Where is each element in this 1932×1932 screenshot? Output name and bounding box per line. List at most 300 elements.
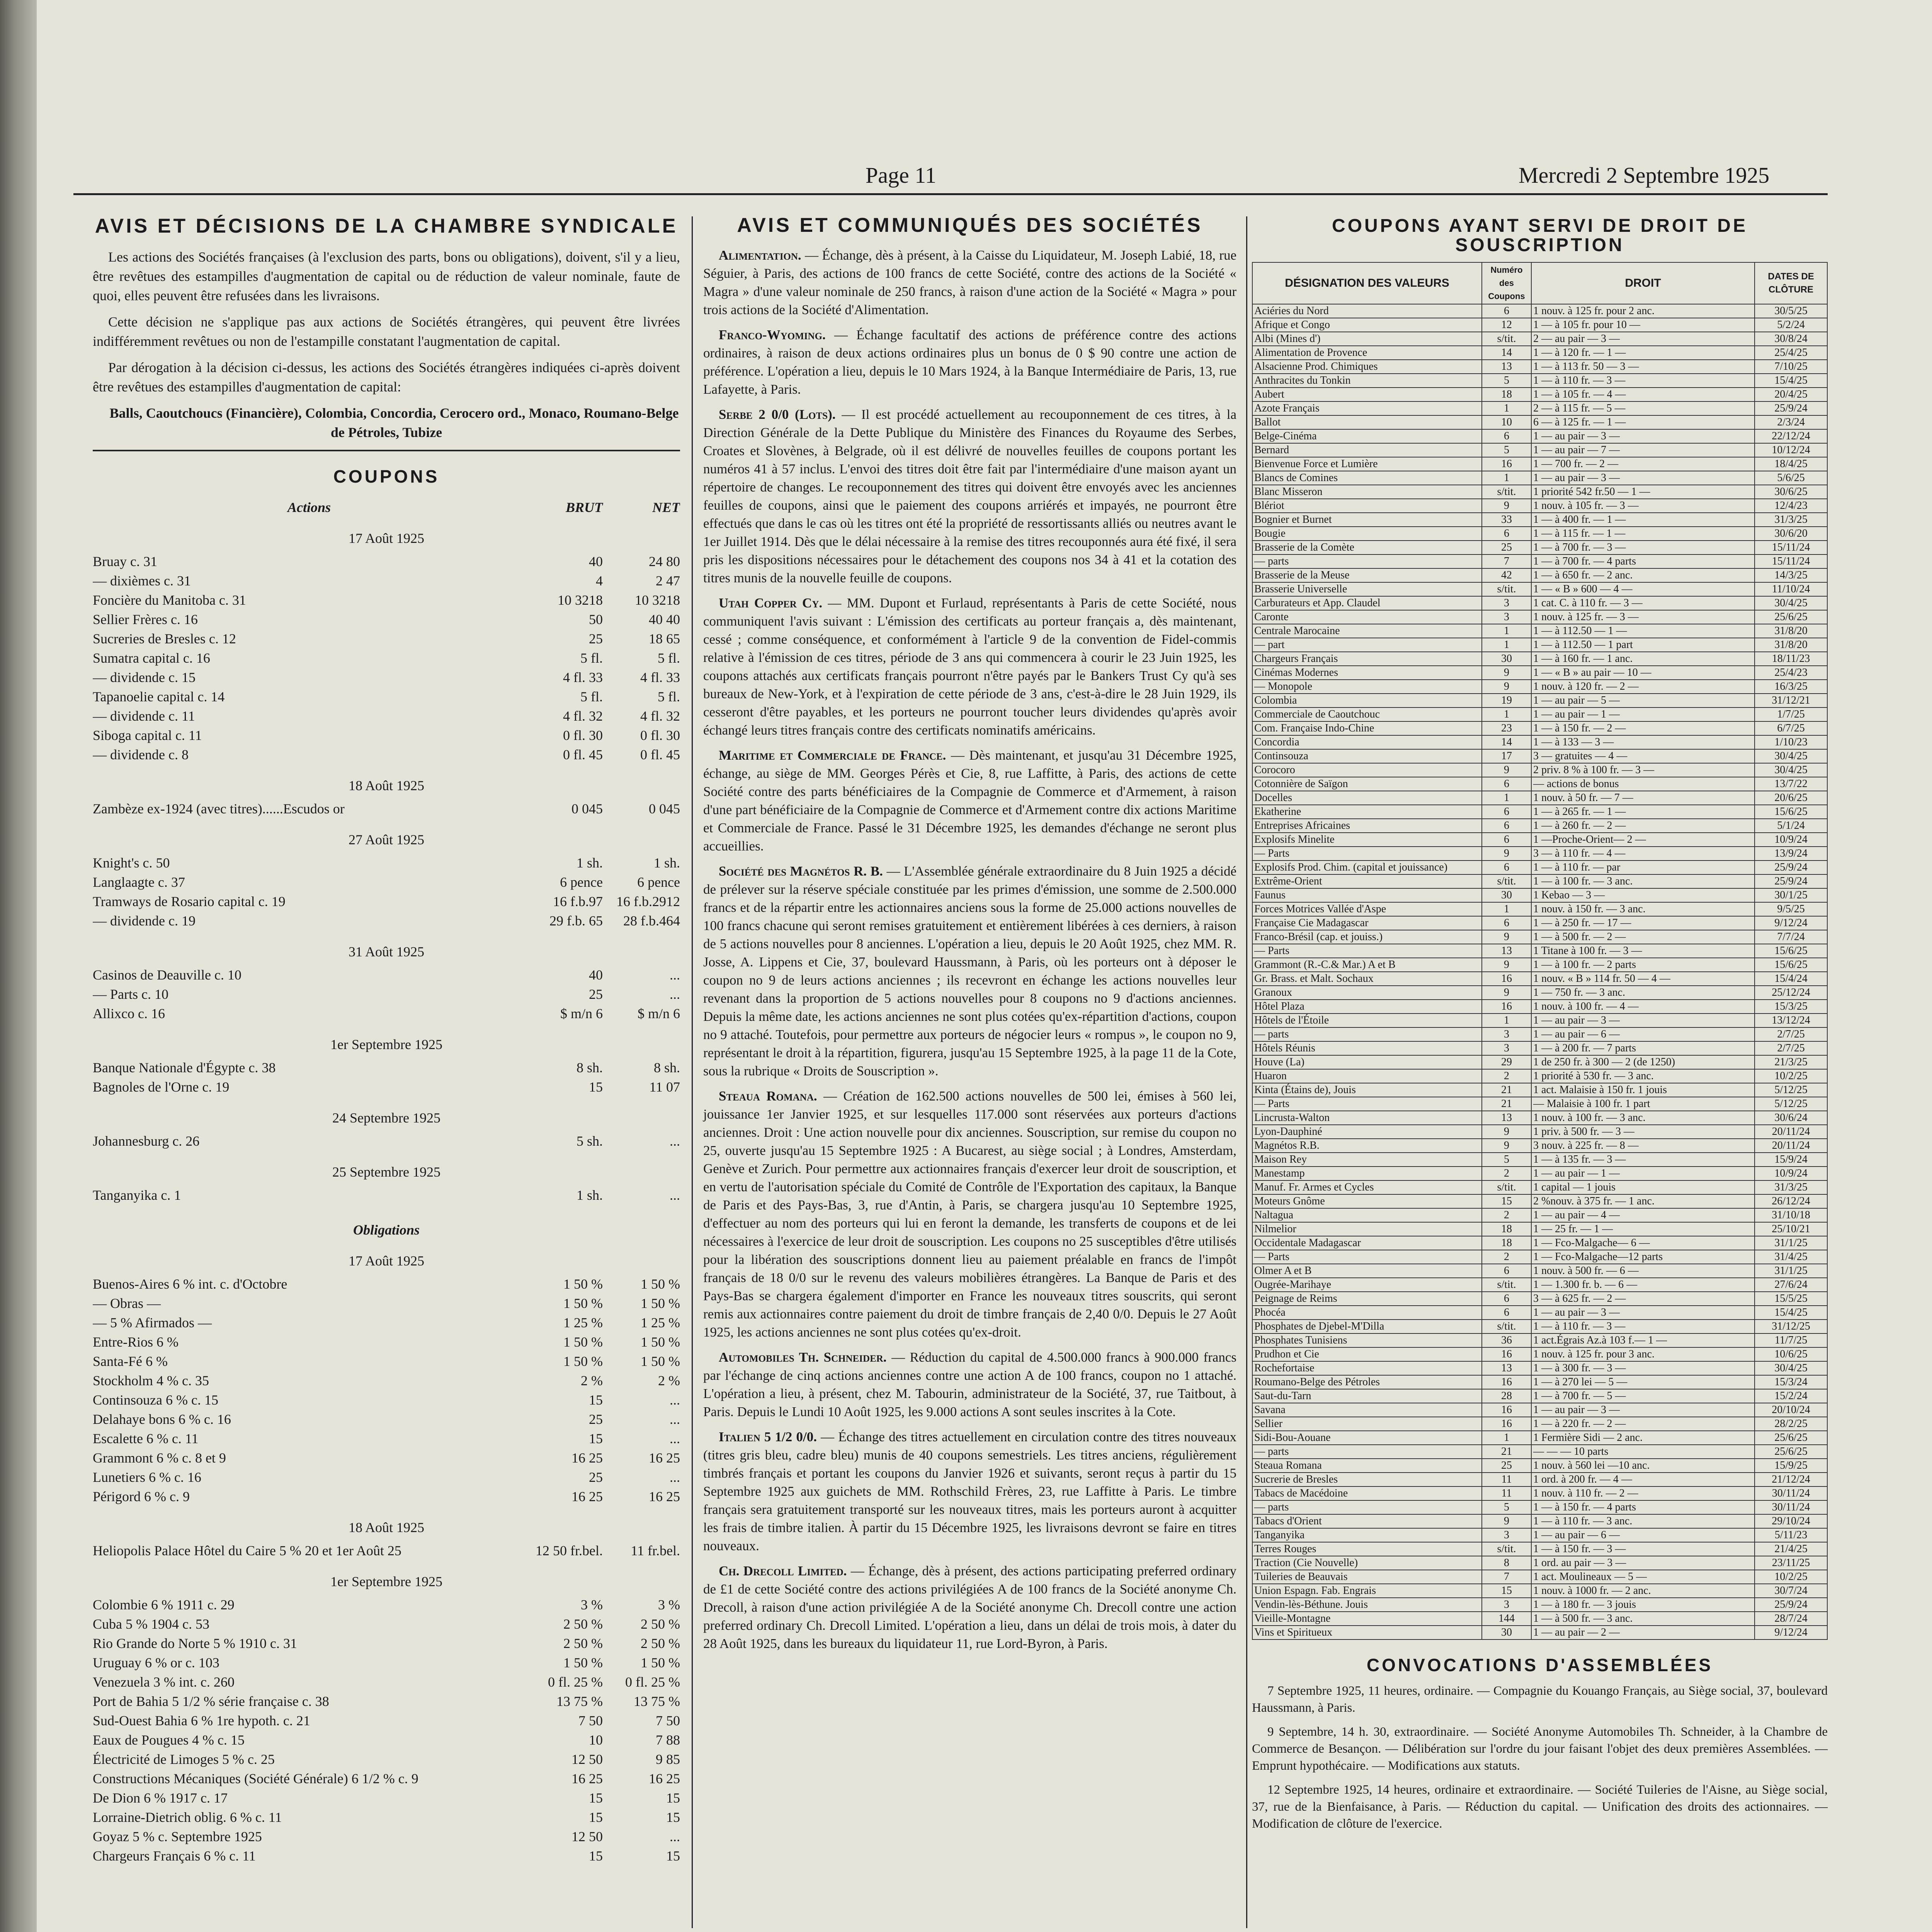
cell-numero: 21: [1482, 1083, 1531, 1097]
cell-droit: 1 — au pair — 1 —: [1531, 707, 1755, 721]
coupon-name: Delahaye bons 6 % c. 16: [93, 1412, 231, 1427]
cell-droit: 3 — à 625 fr. — 2 —: [1531, 1292, 1755, 1306]
table-row: [1252, 749, 1827, 763]
cell-date: 31/1/25: [1755, 1236, 1827, 1250]
table-row: [1252, 1194, 1827, 1208]
table-row: [1252, 1431, 1827, 1445]
coupon-net: 0 fl. 30: [640, 728, 680, 743]
cell-date: 31/8/20: [1755, 638, 1827, 652]
cell-name: Prudhon et Cie: [1252, 1347, 1482, 1361]
cell-numero: 19: [1482, 694, 1531, 707]
coupon-row: [93, 1390, 680, 1410]
coupon-name: Knight's c. 50: [93, 855, 170, 871]
cell-name: Kinta (Étains de), Jouis: [1252, 1083, 1482, 1097]
table-row: [1252, 429, 1827, 443]
cell-name: Tabacs de Macédoine: [1252, 1486, 1482, 1500]
cell-name: Tabacs d'Orient: [1252, 1514, 1482, 1528]
coupon-net: 15: [666, 1790, 680, 1806]
coupon-name: — dividende c. 19: [93, 913, 196, 929]
cell-droit: 1 nouv. à 105 fr. — 3 —: [1531, 499, 1755, 513]
coupon-date: 1er Septembre 1925: [330, 1574, 442, 1589]
cell-numero: 1: [1482, 401, 1531, 415]
coupon-brut: 15: [589, 1431, 603, 1446]
coupon-brut: 16 25: [571, 1771, 603, 1786]
cell-droit: 1 — à 110 fr. — par: [1531, 861, 1755, 874]
communique-paragraph: [703, 594, 1236, 739]
cell-name: Cinémas Modernes: [1252, 666, 1482, 680]
cell-date: 23/11/25: [1755, 1556, 1827, 1570]
coupon-brut: 15: [589, 1790, 603, 1806]
cell-numero: 9: [1482, 680, 1531, 694]
cell-date: 10/9/24: [1755, 1167, 1827, 1180]
page-date: Mercredi 2 Septembre 1925: [1519, 163, 1770, 188]
table-row: [1252, 1222, 1827, 1236]
coupon-brut: 16 25: [571, 1450, 603, 1466]
table-row: [1252, 1139, 1827, 1153]
cell-droit: — — — 10 parts: [1531, 1445, 1755, 1459]
cell-droit: 1 — à 150 fr. — 3 —: [1531, 1542, 1755, 1556]
coupon-row: [93, 552, 680, 571]
cell-name: Phocéa: [1252, 1306, 1482, 1320]
convocations-title: CONVOCATIONS D'ASSEMBLÉES: [1366, 1655, 1713, 1675]
coupon-brut: 12 50: [571, 1829, 603, 1844]
coupon-brut: 6 pence: [560, 874, 603, 890]
table-row: [1252, 1250, 1827, 1264]
coupon-brut: 4 fl. 32: [563, 708, 603, 724]
coupon-name: Tapanoelie capital c. 14: [93, 689, 225, 704]
cell-date: 30/4/25: [1755, 1361, 1827, 1375]
coupon-row: [93, 1429, 680, 1448]
cell-numero: 8: [1482, 1556, 1531, 1570]
coupon-brut: 16 25: [571, 1489, 603, 1504]
cell-numero: s/tit.: [1482, 1278, 1531, 1292]
cell-date: 2/3/24: [1755, 415, 1827, 429]
cell-name: Franco-Brésil (cap. et jouiss.): [1252, 930, 1482, 944]
coupon-brut: 1 50 %: [563, 1296, 603, 1311]
coupon-net: 2 50 %: [641, 1616, 680, 1632]
cell-date: 10/2/25: [1755, 1069, 1827, 1083]
cell-droit: 1 nouv. à 125 fr. — 3 —: [1531, 610, 1755, 624]
table-row: [1252, 763, 1827, 777]
coupon-row: [93, 1788, 680, 1808]
coupon-brut: 1 50 %: [563, 1334, 603, 1350]
cell-numero: 33: [1482, 513, 1531, 527]
coupon-net: 16 25: [649, 1450, 680, 1466]
cell-date: 15/4/24: [1755, 972, 1827, 986]
cell-droit: 1 nouv. à 500 fr. — 6 —: [1531, 1264, 1755, 1278]
coupon-name: Uruguay 6 % or c. 103: [93, 1655, 219, 1670]
coupon-brut: 4 fl. 33: [563, 670, 603, 685]
cell-numero: 6: [1482, 777, 1531, 791]
cell-numero: 6: [1482, 527, 1531, 541]
avis-company-list: Balls, Caoutchoucs (Financière), Colombia, Concordia, Cerocero ord., Monaco, Roumano-Belge de Pétroles, Tubize: [109, 405, 679, 440]
table-row: [1252, 1083, 1827, 1097]
coupon-date: 18 Août 1925: [348, 778, 424, 793]
coupon-net: 15: [666, 1848, 680, 1864]
coupon-net: 3 %: [658, 1597, 680, 1612]
coupon-net: 40 40: [649, 612, 680, 627]
column-rule: [692, 216, 693, 1928]
cell-droit: — Malaisie à 100 fr. 1 part: [1531, 1097, 1755, 1111]
cell-name: — Parts: [1252, 1250, 1482, 1264]
communique-text: — Dès maintenant, et jusqu'au 31 Décembre 1925, échange, au siège de MM. Georges Pérès et Cie, 8, rue Laffitte, à Paris, des actions de cette Société contre des parts bénéficiaires de la Compagnie de Commerce et d'Armement, à raison d'une part bénéficiaire de la Compagnie de Commerce et d'Armement contre dix actions Maritime et Commerciale de France. Passé le 31 Décembre 1925, les demandes d'échange ne seront plus accueillies.: [703, 748, 1237, 854]
table-row: [1252, 415, 1827, 429]
coupon-row: [93, 1468, 680, 1487]
coupon-net: 16 f.b.2912: [616, 894, 680, 909]
cell-name: Phosphates de Djebel-M'Dilla: [1252, 1320, 1482, 1333]
cell-droit: 1 nouv. à 1000 fr. — 2 anc.: [1531, 1584, 1755, 1598]
cell-numero: 6: [1482, 819, 1531, 833]
coupon-row: [93, 726, 680, 745]
coupon-brut: 0 fl. 30: [563, 728, 603, 743]
cell-name: Aubert: [1252, 388, 1482, 401]
cell-name: Faunus: [1252, 888, 1482, 902]
coupon-net: 4 fl. 33: [640, 670, 680, 685]
cell-date: 31/3/25: [1755, 1180, 1827, 1194]
cell-droit: 1 — à 113 fr. 50 — 3 —: [1531, 360, 1755, 374]
coupon-name: Allixco c. 16: [93, 1006, 165, 1021]
table-row: [1252, 652, 1827, 666]
cell-date: 21/3/25: [1755, 1055, 1827, 1069]
table-row: [1252, 958, 1827, 972]
table-row: [1252, 1306, 1827, 1320]
coupon-net: ...: [670, 1431, 680, 1446]
communique-paragraph: [703, 1348, 1236, 1421]
cell-date: 15/4/25: [1755, 374, 1827, 388]
coupon-brut: 15: [589, 1848, 603, 1864]
cell-name: Savana: [1252, 1403, 1482, 1417]
cell-numero: 5: [1482, 443, 1531, 457]
coupon-name: Continsouza 6 % c. 15: [93, 1392, 218, 1408]
coupon-row: [93, 1352, 680, 1371]
table-row: [1252, 1570, 1827, 1584]
coupon-date: 17 Août 1925: [348, 1253, 424, 1269]
cell-date: 25/4/23: [1755, 666, 1827, 680]
th-designation: DÉSIGNATION DES VALEURS: [1252, 262, 1482, 304]
coupon-net: 2 %: [658, 1373, 680, 1388]
coupon-name: Sud-Ouest Bahia 6 % 1re hypoth. c. 21: [93, 1713, 310, 1728]
cell-droit: 1 — à 250 fr. — 17 —: [1531, 916, 1755, 930]
cell-name: Continsouza: [1252, 749, 1482, 763]
cell-date: 30/1/25: [1755, 888, 1827, 902]
cell-date: 16/3/25: [1755, 680, 1827, 694]
cell-name: Explosifs Minelite: [1252, 833, 1482, 847]
cell-name: Sucrerie de Bresles: [1252, 1473, 1482, 1486]
coupon-net: 7 50: [656, 1713, 680, 1728]
coupon-name: Venezuela 3 % int. c. 260: [93, 1674, 235, 1690]
cell-droit: 1 ord. au pair — 3 —: [1531, 1556, 1755, 1570]
cell-name: Gr. Brass. et Malt. Sochaux: [1252, 972, 1482, 986]
coupon-brut: 15: [589, 1079, 603, 1095]
cell-date: 25/9/24: [1755, 861, 1827, 874]
coupon-row: [93, 706, 680, 726]
table-row: [1252, 1612, 1827, 1626]
cell-name: Bernard: [1252, 443, 1482, 457]
coupon-row: [93, 1672, 680, 1692]
coupon-row: [93, 1711, 680, 1730]
cell-numero: s/tit.: [1482, 874, 1531, 888]
coupon-row: [93, 1808, 680, 1827]
coupon-name: Eaux de Pougues 4 % c. 15: [93, 1732, 245, 1748]
cell-droit: — actions de bonus: [1531, 777, 1755, 791]
cell-droit: 1 — au pair — 6 —: [1531, 1528, 1755, 1542]
cell-date: 31/10/18: [1755, 1208, 1827, 1222]
table-row: [1252, 1027, 1827, 1041]
coupon-net: 18 65: [649, 631, 680, 646]
cell-name: — Parts: [1252, 847, 1482, 861]
cell-droit: 3 nouv. à 225 fr. — 8 —: [1531, 1139, 1755, 1153]
cell-droit: 1 — au pair — 3 —: [1531, 471, 1755, 485]
coupon-brut: 29 f.b. 65: [549, 913, 603, 929]
coupon-row: [93, 1750, 680, 1769]
cell-name: Lyon-Dauphiné: [1252, 1125, 1482, 1139]
cell-date: 11/7/25: [1755, 1333, 1827, 1347]
table-row: [1252, 346, 1827, 360]
coupon-brut: 0 fl. 45: [563, 747, 603, 762]
cell-numero: 13: [1482, 944, 1531, 958]
cell-numero: 9: [1482, 986, 1531, 1000]
table-row: [1252, 707, 1827, 721]
coupon-net: 16 25: [649, 1489, 680, 1504]
cell-droit: 1 — à 150 fr. — 4 parts: [1531, 1500, 1755, 1514]
communique-company: Serbe 2 0/0 (Lots).: [719, 407, 836, 422]
table-row: [1252, 1361, 1827, 1375]
cell-droit: 1 priv. à 500 fr. — 3 —: [1531, 1125, 1755, 1139]
table-row: [1252, 666, 1827, 680]
cell-date: 28/2/25: [1755, 1417, 1827, 1431]
cell-name: Hôtels de l'Étoile: [1252, 1014, 1482, 1027]
cell-date: 2/7/25: [1755, 1027, 1827, 1041]
cell-name: Française Cie Madagascar: [1252, 916, 1482, 930]
coupon-brut: 4: [596, 573, 603, 588]
cell-numero: 36: [1482, 1333, 1531, 1347]
table-row: [1252, 1417, 1827, 1431]
coupon-brut: 25: [589, 986, 603, 1002]
cell-droit: 1 — au pair — 1 —: [1531, 1167, 1755, 1180]
cell-date: 13/9/24: [1755, 847, 1827, 861]
table-row: [1252, 944, 1827, 958]
cell-date: 30/8/24: [1755, 332, 1827, 346]
table-row: [1252, 735, 1827, 749]
cell-date: 25/9/24: [1755, 874, 1827, 888]
table-row: [1252, 1292, 1827, 1306]
cell-numero: 2: [1482, 1208, 1531, 1222]
cell-numero: 9: [1482, 499, 1531, 513]
cell-date: 7/7/24: [1755, 930, 1827, 944]
coupon-brut: 10 3218: [558, 592, 603, 608]
communique-paragraph: [703, 246, 1236, 319]
cell-droit: 1 cat. C. à 110 fr. — 3 —: [1531, 596, 1755, 610]
cell-numero: 1: [1482, 1014, 1531, 1027]
coupon-row: [93, 1004, 680, 1023]
cell-droit: 1 capital — 1 jouis: [1531, 1180, 1755, 1194]
cell-name: Vins et Spiritueux: [1252, 1626, 1482, 1639]
actions-heading: Actions: [287, 500, 331, 515]
cell-numero: 16: [1482, 457, 1531, 471]
cell-name: Centrale Marocaine: [1252, 624, 1482, 638]
cell-name: Grammont (R.-C.& Mar.) A et B: [1252, 958, 1482, 972]
cell-numero: 7: [1482, 1570, 1531, 1584]
cell-name: — parts: [1252, 554, 1482, 568]
cell-name: Steaua Romana: [1252, 1459, 1482, 1473]
coupons-droit-title: COUPONS AYANT SERVI DE DROIT DE SOUSCRIPTION: [1332, 216, 1748, 255]
table-row: [1252, 1486, 1827, 1500]
cell-numero: 21: [1482, 1097, 1531, 1111]
cell-name: Brasserie Universelle: [1252, 582, 1482, 596]
coupon-name: Cuba 5 % 1904 c. 53: [93, 1616, 209, 1632]
cell-numero: 1: [1482, 902, 1531, 916]
cell-numero: 11: [1482, 1486, 1531, 1500]
coupon-brut: 40: [589, 967, 603, 983]
table-row: [1252, 680, 1827, 694]
coupon-net: $ m/n 6: [637, 1006, 680, 1021]
cell-numero: 17: [1482, 749, 1531, 763]
table-row: [1252, 596, 1827, 610]
cell-date: 30/6/25: [1755, 485, 1827, 499]
cell-date: 20/11/24: [1755, 1125, 1827, 1139]
cell-name: Moteurs Gnôme: [1252, 1194, 1482, 1208]
table-row: [1252, 1598, 1827, 1612]
communique-text: — L'Assemblée générale extraordinaire du 8 Juin 1925 a décidé de prélever sur la réserve spéciale constituée par les primes d'émission, une somme de 2.500.000 francs et de la répartir entre les actionnaires anciens sous la forme de 25.000 actions nouvelles de 100 francs chacune qui seront remises gratuitement et entièrement libérées à ces derniers, à raison de 5 actions nouvelles pour 8 anciennes. L'opération a lieu, depuis le 20 Août 1925, chez MM. R. Josse, A. Lippens et Cie, 37, boulevard Haussmann, à Paris, où les porteurs ont à déposer le coupon no 9 de leurs actions anciennes ; ils recevront en échange les actions nouvelles leur revenant dans la proportion de 5 actions nouvelles pour 8 coupons no 9 d'actions anciennes. Depuis la même date, les actions anciennes ne sont plus cotées qu'ex-répartition d'actions, coupon no 9 attaché. Toutefois, pour permettre aux porteurs de négocier leurs « rompus », le coupon no 9, représentant le droit à la répartition, figurera, jusqu'au 15 Septembre 1925, à la page 11 de la Cote, sous la rubrique « Droits de Souscription ».: [703, 864, 1236, 1078]
cell-date: 12/4/23: [1755, 499, 1827, 513]
cell-name: Chargeurs Français: [1252, 652, 1482, 666]
cell-name: Alsacienne Prod. Chimiques: [1252, 360, 1482, 374]
communique-paragraph: [703, 405, 1236, 587]
cell-date: 1/10/23: [1755, 735, 1827, 749]
coupon-net: 1 sh.: [653, 855, 680, 871]
coupon-name: Buenos-Aires 6 % int. c. d'Octobre: [93, 1276, 287, 1292]
cell-name: Concordia: [1252, 735, 1482, 749]
coupon-date: 27 Août 1925: [348, 832, 424, 847]
cell-droit: 1 — à 500 fr. — 2 —: [1531, 930, 1755, 944]
cell-numero: 16: [1482, 1403, 1531, 1417]
coupon-name: — 5 % Afirmados —: [93, 1315, 212, 1330]
cell-date: 11/10/24: [1755, 582, 1827, 596]
cell-numero: 9: [1482, 763, 1531, 777]
cell-numero: 14: [1482, 346, 1531, 360]
cell-numero: 3: [1482, 1027, 1531, 1041]
cell-numero: s/tit.: [1482, 485, 1531, 499]
coupon-net: 11 fr.bel.: [631, 1543, 680, 1558]
cell-droit: 1 nouv. à 125 fr. pour 2 anc.: [1531, 304, 1755, 318]
cell-droit: 1 nouv. à 150 fr. — 3 anc.: [1531, 902, 1755, 916]
table-row: [1252, 819, 1827, 833]
coupon-brut: 13 75 %: [556, 1694, 603, 1709]
cell-date: 25/6/25: [1755, 1445, 1827, 1459]
cell-name: Caronte: [1252, 610, 1482, 624]
page-binding: [0, 0, 37, 1932]
coupon-row: [93, 1274, 680, 1294]
cell-name: Union Espagn. Fab. Engrais: [1252, 1584, 1482, 1598]
table-row: [1252, 1333, 1827, 1347]
cell-name: Manestamp: [1252, 1167, 1482, 1180]
table-row: [1252, 1014, 1827, 1027]
cell-date: 18/11/23: [1755, 652, 1827, 666]
convocation-paragraph: 12 Septembre 1925, 14 heures, ordinaire et extraordinaire. — Société Tuileries de l'Aisne, au Siège social, 37, rue de la Bienfaisance, à Paris. — Réduction du capital. — Unification des droits des actionnaires. — Modification de clôture de l'exercice.: [1252, 1783, 1828, 1831]
coupon-brut: 5 sh.: [576, 1133, 603, 1149]
cell-numero: 3: [1482, 1041, 1531, 1055]
cell-numero: 6: [1482, 861, 1531, 874]
cell-date: 1/7/25: [1755, 707, 1827, 721]
cell-droit: 1 — à 110 fr. — 3 anc.: [1531, 1514, 1755, 1528]
communique-paragraph: [703, 1562, 1236, 1653]
table-row: [1252, 304, 1827, 318]
coupon-row: [93, 1332, 680, 1352]
cell-numero: 9: [1482, 847, 1531, 861]
cell-numero: 5: [1482, 1153, 1531, 1167]
cell-droit: 1 act. Malaisie à 150 fr. 1 jouis: [1531, 1083, 1755, 1097]
cell-droit: 1 — à 300 fr. — 3 —: [1531, 1361, 1755, 1375]
cell-droit: 1 nouv. à 120 fr. — 2 —: [1531, 680, 1755, 694]
coupon-name: Entre-Rios 6 %: [93, 1334, 179, 1350]
coupon-row: [93, 745, 680, 764]
coupon-row: [93, 872, 680, 892]
cell-name: Sidi-Bou-Aouane: [1252, 1431, 1482, 1445]
coupon-brut: 1 50 %: [563, 1655, 603, 1670]
cell-droit: 1 nouv. à 100 fr. — 3 anc.: [1531, 1111, 1755, 1125]
coupon-row: [93, 965, 680, 985]
cell-droit: 1 Titane à 100 fr. — 3 —: [1531, 944, 1755, 958]
cell-date: 26/12/24: [1755, 1194, 1827, 1208]
table-row: [1252, 1041, 1827, 1055]
coupon-name: Banque Nationale d'Égypte c. 38: [93, 1060, 276, 1075]
coupon-net: 1 50 %: [641, 1334, 680, 1350]
coupon-name: Sellier Frères c. 16: [93, 612, 198, 627]
cell-numero: 6: [1482, 1306, 1531, 1320]
cell-date: 30/4/25: [1755, 596, 1827, 610]
coupon-net: 13 75 %: [634, 1694, 680, 1709]
coupon-name: Sumatra capital c. 16: [93, 650, 210, 666]
communique-text: — MM. Dupont et Furlaud, représentants à Paris de cette Société, nous communiquent l'avis suivant : L'émission des certificats au porteur français a, dès maintenant, cessé ; comme conséquence, et conformément à l'article 9 de la convention de Fidel-commis relative à l'émission de ces titres, période de 3 ans qui commencera à courir le 23 Juin 1925, les coupons attachés aux certificats français pourront n'être payés par le Bankers Trust Cy qu'à ses bureaux de New-York, et à l'expiration de cette période de 3 ans, c'est-à-dire le 28 Juin 1929, ils cesseront d'être payables, et les porteurs ne pourront toucher leurs dividendes qu'après avoir échangé leurs titres français contre des certificats nominatifs américains.: [703, 595, 1237, 738]
cell-numero: 29: [1482, 1055, 1531, 1069]
cell-droit: 1 — 25 fr. — 1 —: [1531, 1222, 1755, 1236]
cell-date: 30/11/24: [1755, 1486, 1827, 1500]
cell-name: Com. Française Indo-Chine: [1252, 721, 1482, 735]
cell-droit: 1 — à 150 fr. — 2 —: [1531, 721, 1755, 735]
communique-paragraph: [703, 326, 1236, 398]
coupon-brut: 25: [589, 1469, 603, 1485]
coupon-name: Heliopolis Palace Hôtel du Caire 5 % 20 et 1er Août 25: [93, 1543, 401, 1558]
cell-droit: 3 — à 110 fr. — 4 —: [1531, 847, 1755, 861]
cell-name: Bognier et Burnet: [1252, 513, 1482, 527]
cell-droit: 1 — au pair — 3 —: [1531, 1014, 1755, 1027]
cell-droit: 1 — à 700 fr. — 5 —: [1531, 1389, 1755, 1403]
cell-droit: 1 —Proche-Orient— 2 —: [1531, 833, 1755, 847]
coupon-name: Grammont 6 % c. 8 et 9: [93, 1450, 226, 1466]
coupon-net: 16 25: [649, 1771, 680, 1786]
cell-name: Houve (La): [1252, 1055, 1482, 1069]
cell-droit: 1 — à 110 fr. — 3 —: [1531, 374, 1755, 388]
cell-numero: 3: [1482, 1528, 1531, 1542]
coupon-brut: 2 50 %: [563, 1636, 603, 1651]
coupon-name: — dividende c. 15: [93, 670, 196, 685]
cell-name: Huaron: [1252, 1069, 1482, 1083]
cell-date: 20/11/24: [1755, 1139, 1827, 1153]
table-row: [1252, 721, 1827, 735]
cell-droit: 2 priv. 8 % à 100 fr. — 3 —: [1531, 763, 1755, 777]
table-row: [1252, 1375, 1827, 1389]
cell-name: Peignage de Reims: [1252, 1292, 1482, 1306]
cell-date: 15/6/25: [1755, 958, 1827, 972]
cell-droit: 1 — au pair — 4 —: [1531, 1208, 1755, 1222]
table-row: [1252, 1556, 1827, 1570]
coupon-net: 6 pence: [637, 874, 680, 890]
cell-droit: 1 — à 115 fr. — 1 —: [1531, 527, 1755, 541]
coupon-brut: 16 f.b.97: [553, 894, 603, 909]
coupon-brut: 5 fl.: [580, 650, 603, 666]
cell-numero: 6: [1482, 429, 1531, 443]
cell-numero: 30: [1482, 1626, 1531, 1639]
